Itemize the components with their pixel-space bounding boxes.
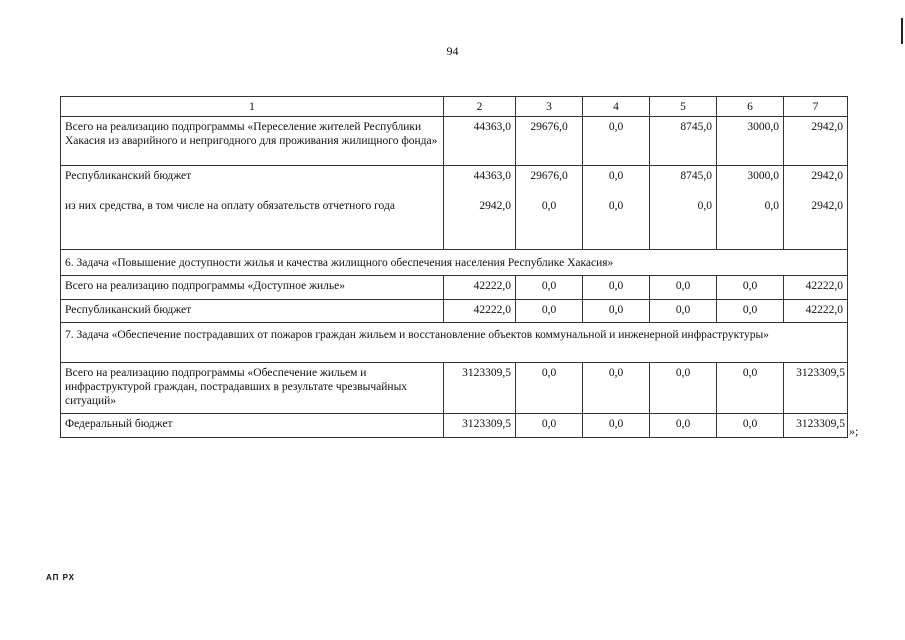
header-row bbox=[61, 97, 848, 117]
column-header-5: 5 bbox=[650, 97, 717, 117]
value-cell: 0,0 bbox=[650, 276, 717, 300]
value-cell bbox=[516, 166, 583, 250]
row-label-cell bbox=[61, 166, 444, 250]
row-label: Всего на реализацию подпрограммы «Доступное жилье» bbox=[61, 276, 444, 300]
value: 8745,0 bbox=[680, 170, 712, 182]
value: 3000,0 bbox=[747, 170, 779, 182]
value-cell: 3000,0 bbox=[717, 117, 784, 166]
value-cell: 0,0 bbox=[583, 414, 650, 438]
page-number: 94 bbox=[446, 44, 459, 58]
value-cell: 0,0 bbox=[583, 300, 650, 323]
section-row bbox=[61, 250, 848, 276]
sub-value: 0,0 bbox=[697, 200, 712, 212]
value-cell: 42222,0 bbox=[444, 300, 516, 323]
section-heading: 7. Задача «Обеспечение пострадавших от пожаров граждан жильем и восстановление объектов коммунальной и инженерной инфраструктуры» bbox=[61, 323, 848, 363]
value-cell: 0,0 bbox=[516, 363, 583, 414]
table-row bbox=[61, 300, 848, 323]
column-header-2: 2 bbox=[444, 97, 516, 117]
sub-value: 0,0 bbox=[764, 200, 779, 212]
value-cell bbox=[717, 166, 784, 250]
value-cell: 0,0 bbox=[583, 117, 650, 166]
row-label: Республиканский бюджет bbox=[65, 170, 192, 182]
value-cell: 3123309,5 bbox=[784, 414, 848, 438]
sub-value: 2942,0 bbox=[811, 200, 843, 212]
value-cell: 42222,0 bbox=[784, 300, 848, 323]
value-cell: 0,0 bbox=[583, 363, 650, 414]
footer-stamp: АП РХ bbox=[46, 573, 76, 582]
section-heading: 6. Задача «Повышение доступности жилья и качества жилищного обеспечения населения Республике Хакасия» bbox=[61, 250, 848, 276]
value-cell: 8745,0 bbox=[650, 117, 717, 166]
column-header-3: 3 bbox=[516, 97, 583, 117]
page-edge-line bbox=[901, 18, 903, 44]
value-cell: 0,0 bbox=[717, 363, 784, 414]
value-cell: 0,0 bbox=[583, 276, 650, 300]
column-header-6: 6 bbox=[717, 97, 784, 117]
value-cell bbox=[784, 166, 848, 250]
column-header-7: 7 bbox=[784, 97, 848, 117]
value: 44363,0 bbox=[473, 170, 511, 182]
value-cell: 3123309,5 bbox=[444, 414, 516, 438]
value-cell: 44363,0 bbox=[444, 117, 516, 166]
value-cell: 0,0 bbox=[516, 300, 583, 323]
value-cell: 0,0 bbox=[650, 363, 717, 414]
value-cell bbox=[583, 166, 650, 250]
closing-quote-mark: »; bbox=[849, 424, 859, 438]
row-label: Федеральный бюджет bbox=[61, 414, 444, 438]
sub-value: 0,0 bbox=[541, 200, 557, 212]
table-row bbox=[61, 363, 848, 414]
value-cell: 0,0 bbox=[717, 300, 784, 323]
column-header-1: 1 bbox=[61, 97, 444, 117]
row-sub-label: из них средства, в том числе на оплату обязательств отчетного года bbox=[65, 200, 395, 212]
value: 2942,0 bbox=[811, 170, 843, 182]
row-label: Всего на реализацию подпрограммы «Обеспечение жильем и инфраструктурой граждан, пострадавших в результате чрезвычайных ситуаций» bbox=[61, 363, 444, 414]
sub-value: 0,0 bbox=[608, 200, 624, 212]
sub-value: 2942,0 bbox=[479, 200, 511, 212]
value: 29676,0 bbox=[530, 170, 568, 182]
row-label: Всего на реализацию подпрограммы «Переселение жителей Республики Хакасия из аварийного и непригодного для проживания жилищного фонда» bbox=[61, 117, 444, 166]
row-label: Республиканский бюджет bbox=[61, 300, 444, 323]
value-cell: 0,0 bbox=[516, 276, 583, 300]
value-cell: 0,0 bbox=[516, 414, 583, 438]
value: 0,0 bbox=[608, 170, 624, 182]
value-cell: 3123309,5 bbox=[444, 363, 516, 414]
value-cell: 3123309,5 bbox=[784, 363, 848, 414]
value-cell: 0,0 bbox=[650, 414, 717, 438]
value-cell: 0,0 bbox=[717, 414, 784, 438]
section-row bbox=[61, 323, 848, 363]
table-row bbox=[61, 117, 848, 166]
value-cell bbox=[444, 166, 516, 250]
table-row bbox=[61, 414, 848, 438]
table-row bbox=[61, 276, 848, 300]
column-header-4: 4 bbox=[583, 97, 650, 117]
budget-table bbox=[60, 96, 848, 438]
value-cell: 2942,0 bbox=[784, 117, 848, 166]
value-cell: 42222,0 bbox=[784, 276, 848, 300]
table-row bbox=[61, 166, 848, 250]
value-cell: 0,0 bbox=[650, 300, 717, 323]
value-cell: 29676,0 bbox=[516, 117, 583, 166]
value-cell: 42222,0 bbox=[444, 276, 516, 300]
value-cell bbox=[650, 166, 717, 250]
value-cell: 0,0 bbox=[717, 276, 784, 300]
